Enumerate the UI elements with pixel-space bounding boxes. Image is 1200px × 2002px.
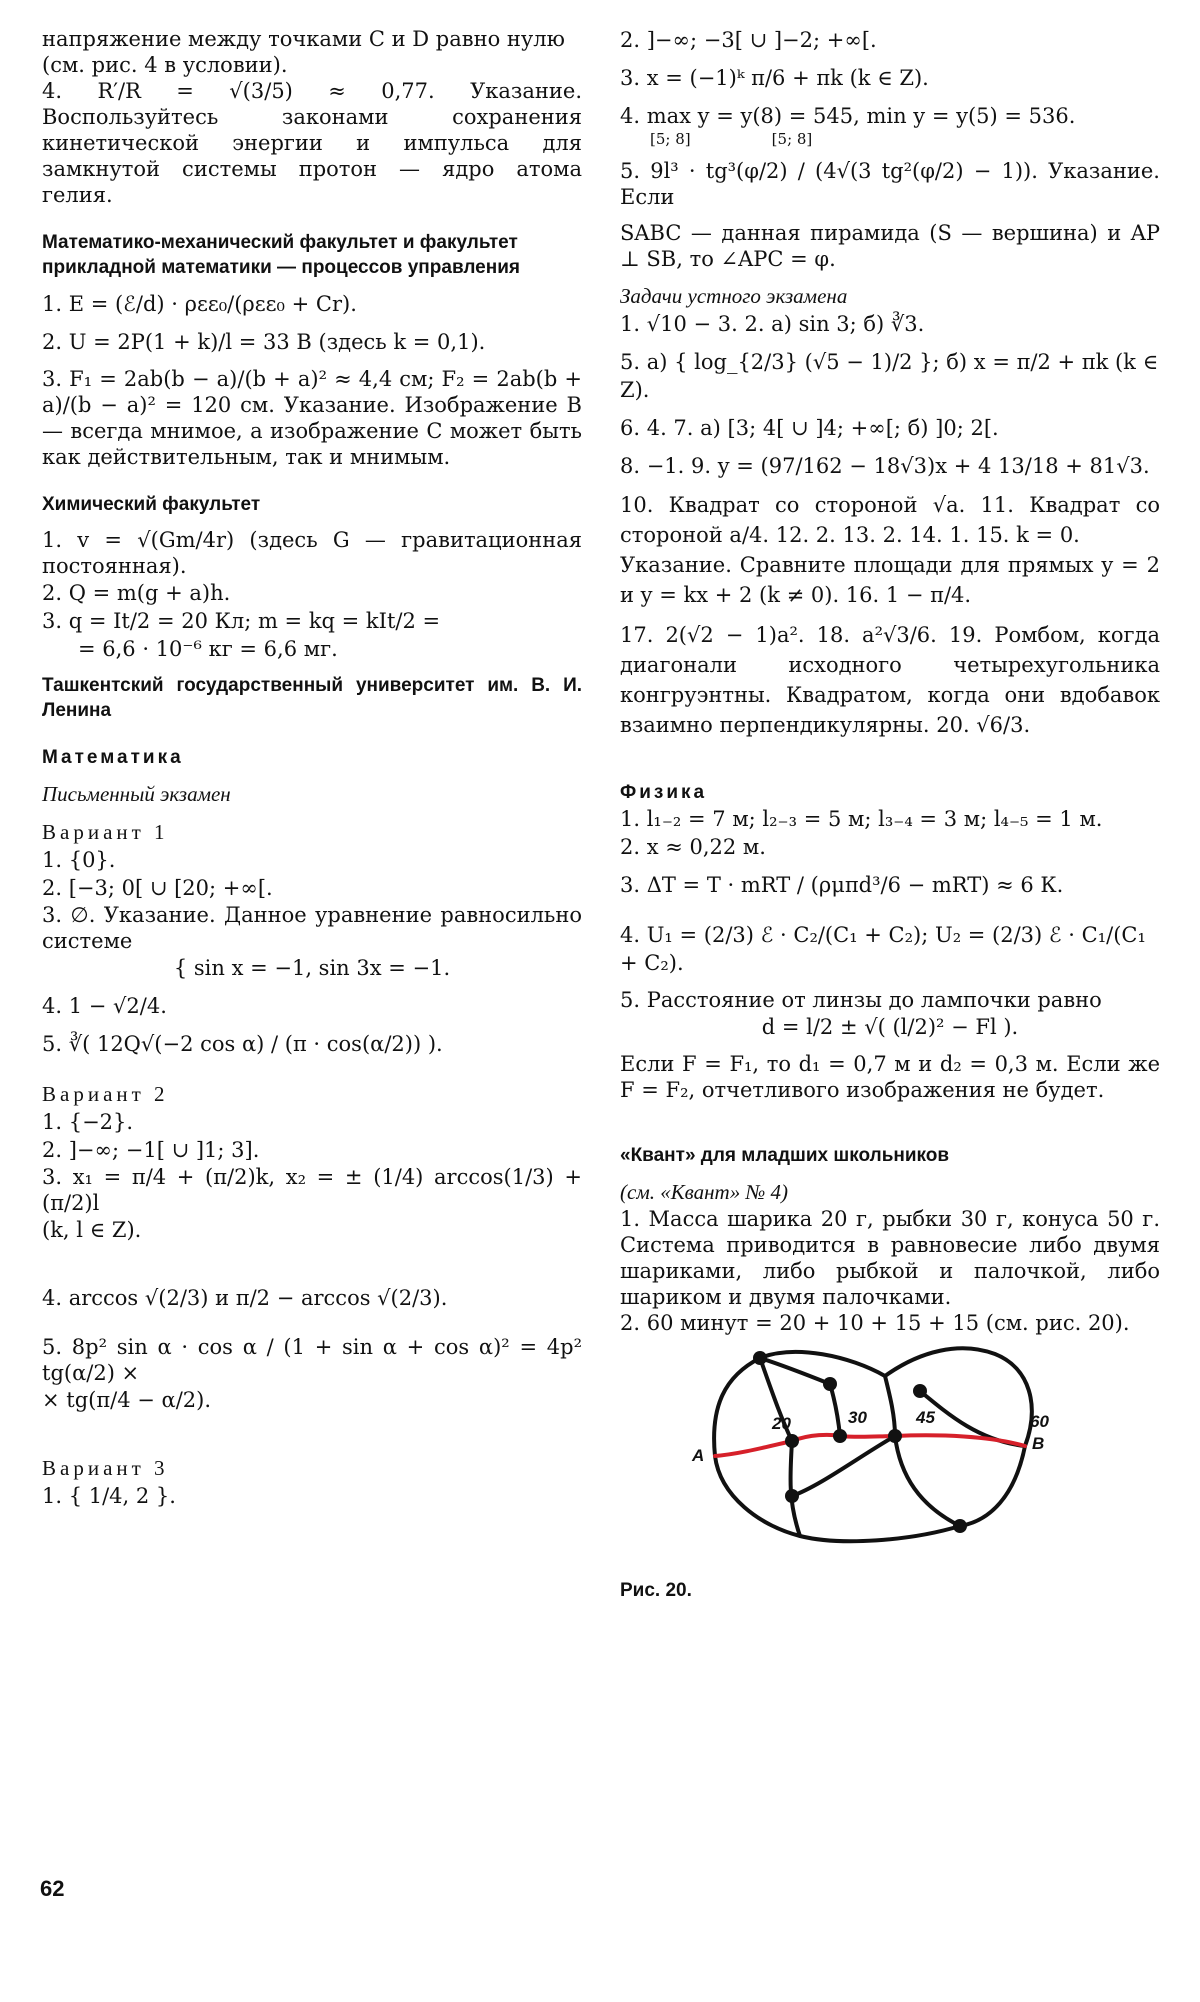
right-answer-4-sub: [5; 8] [5; 8] [650, 130, 813, 148]
label-B: B [1032, 1434, 1045, 1453]
chem-answer-2: 2. Q = m(g + a)h. [42, 581, 231, 605]
phys-answer-3: 3. ΔT = T · mRT / (ρμπd³/6 − mRT) ≈ 6 К. [620, 873, 1064, 897]
oral-answer-8-9: 8. −1. 9. y = (97/162 − 18√3)x + 4 13/18 + 81√3. [620, 454, 1150, 478]
v2-answer-5b: × tg(π/4 − α/2). [42, 1388, 212, 1412]
node [785, 1489, 799, 1503]
figure-20 [620, 1346, 1160, 1576]
phys-answer-5-formula: d = l/2 ± √( (l/2)² − Fl ). [761, 1015, 1019, 1039]
phys-answer-1: 1. l₁₋₂ = 7 м; l₂₋₃ = 5 м; l₃₋₄ = 3 м; l₄₋₅ = 1 м. [620, 807, 1103, 831]
node [913, 1384, 927, 1398]
graph-nodes [753, 1351, 967, 1533]
oral-answer-17-20: 17. 2(√2 − 1)a². 18. a²√3/6. 19. Ромбом, когда диагонали исходного четырехугольника конгруэнтны. Квадратом, когда они вдобавок взаимно перпендикулярны. 20. √6/3. [620, 623, 1160, 737]
v1-answer-2: 2. [−3; 0[ ∪ [20; +∞[. [42, 876, 273, 900]
v2-answer-4: 4. arccos √(2/3) и π/2 − arccos √(2/3). [42, 1286, 448, 1310]
label-A: A [692, 1446, 705, 1465]
oral-answer-10-15: 10. Квадрат со стороной √a. 11. Квадрат со стороной a/4. 12. 2. 13. 2. 14. 1. 15. k = 0. [620, 493, 1160, 547]
oral-answer-hint-16: Указание. Сравните площади для прямых y = 2 и y = kx + 2 (k ≠ 0). 16. 1 − π/4. [620, 553, 1160, 607]
label-45: 45 [916, 1408, 935, 1427]
variant-3-title: Вариант 3 [42, 1456, 169, 1480]
right-answer-4: 4. max y = y(8) = 545, min y = y(5) = 536. [620, 104, 1076, 128]
label-60: 60 [1030, 1412, 1049, 1431]
kvant-title: «Квант» для младших школьников [620, 1145, 950, 1166]
v2-answer-5a: 5. 8p² sin α · cos α / (1 + sin α + cos α)² = 4p² tg(α/2) × [42, 1335, 582, 1385]
mechmath-answer-1: 1. E = (ℰ/d) · ρεε₀/(ρεε₀ + Cr). [42, 292, 357, 316]
kvant-answer-1: 1. Масса шарика 20 г, рыбки 30 г, конуса 50 г. Система приводится в равновесие либо двумя шариками, либо рыбкой и палочкой, либо шариком и двумя палочками. [620, 1207, 1160, 1309]
v2-answer-2: 2. ]−∞; −1[ ∪ ]1; 3]. [42, 1138, 260, 1162]
node [753, 1351, 767, 1365]
phys-answer-5: 5. Расстояние от линзы до лампочки равно [620, 988, 1102, 1012]
right-answer-5: 5. 9l³ · tg³(φ/2) / (4√(3 tg²(φ/2) − 1)). Указание. Если [620, 159, 1160, 209]
phys-answer-5-note: Если F = F₁, то d₁ = 0,7 м и d₂ = 0,3 м. Если же F = F₂, отчетливого изображения не будет. [620, 1052, 1160, 1102]
intro-line-2: (см. рис. 4 в условии). [42, 53, 288, 77]
variant-1-title: Вариант 1 [42, 820, 169, 844]
chem-answer-1: 1. v = √(Gm/4r) (здесь G — гравитационная постоянная). [42, 528, 582, 578]
v1-answer-1: 1. {0}. [42, 848, 116, 872]
oral-answer-5: 5. а) { log_{2/3} (√5 − 1)/2 }; б) x = π/2 + πk (k ∈ Z). [620, 350, 1159, 402]
v1-answer-4: 4. 1 − √2/4. [42, 994, 167, 1018]
page-number: 62 [40, 1876, 65, 1901]
phys-answer-4: 4. U₁ = (2/3) ℰ · C₂/(C₁ + C₂); U₂ = (2/3) ℰ · C₁/(C₁ + C₂). [620, 923, 1146, 975]
outer-boundary [714, 1348, 1032, 1541]
edge-inner-3 [885, 1376, 895, 1436]
written-exam-title: Письменный экзамен [42, 782, 231, 806]
chem-answer-3a: 3. q = It/2 = 20 Кл; m = kq = kIt/2 = [42, 609, 441, 633]
phys-answer-2: 2. x ≈ 0,22 м. [620, 835, 766, 859]
oral-exam-title: Задачи устного экзамена [620, 284, 848, 308]
right-column [620, 26, 1160, 1602]
right-answer-2: 2. ]−∞; −3[ ∪ ]−2; +∞[. [620, 28, 877, 52]
university-title: Ташкентский государственный университет им. В. И. Ленина [42, 675, 582, 721]
oral-answer-6-7: 6. 4. 7. а) [3; 4[ ∪ ]4; +∞[; б) ]0; 2[. [620, 416, 999, 440]
figure-caption: Рис. 20. [620, 1580, 692, 1601]
right-answer-3: 3. x = (−1)ᵏ π/6 + πk (k ∈ Z). [620, 66, 929, 90]
left-column [42, 26, 582, 1510]
edge-inner-6 [792, 1436, 895, 1496]
intro-line-1: напряжение между точками C и D равно нулю [42, 27, 565, 51]
node [833, 1429, 847, 1443]
v1-answer-3: 3. ∅. Указание. Данное уравнение равносильно системе [42, 903, 582, 953]
v2-answer-1: 1. {−2}. [42, 1110, 134, 1134]
v2-answer-3: 3. x₁ = π/4 + (π/2)k, x₂ = ± (1/4) arccos(1/3) + (π/2)l [42, 1165, 582, 1215]
math-title: Математика [42, 747, 184, 768]
mechmath-answer-3: 3. F₁ = 2ab(b − a)/(b + a)² ≈ 4,4 см; F₂ = 2ab(b + a)/(b − a)² = 120 см. Указание. Изображение B — всегда мнимое, а изображение C может быть как действительным, так и мнимым. [42, 367, 582, 469]
node [953, 1519, 967, 1533]
edge-inner-5 [895, 1436, 960, 1526]
chem-answer-3b: = 6,6 · 10⁻⁶ кг = 6,6 мг. [78, 637, 338, 661]
v2-answer-3-cond: (k, l ∈ Z). [42, 1218, 142, 1242]
section-mechmath-title: Математико-механический факультет и факультет прикладной математики — процессов управления [42, 232, 520, 278]
label-20: 20 [772, 1414, 791, 1433]
right-answer-5-hint: SABC — данная пирамида (S — вершина) и AP ⊥ SB, то ∠APC = φ. [620, 221, 1160, 271]
edge-inner-2 [830, 1384, 840, 1436]
v1-system: { sin x = −1, sin 3x = −1. [173, 956, 451, 980]
edge-inner-4 [790, 1441, 800, 1536]
intro-answer-4: 4. R′/R = √(3/5) ≈ 0,77. Указание. Воспользуйтесь законами сохранения кинетической энергии и импульса для замкнутой системы протон — ядро атома гелия. [42, 79, 582, 207]
node [823, 1377, 837, 1391]
section-chemistry-title: Химический факультет [42, 494, 261, 515]
kvant-subtitle: (см. «Квант» № 4) [620, 1180, 789, 1204]
v1-answer-5: 5. ∛( 12Q√(−2 cos α) / (π · cos(α/2)) ). [42, 1032, 443, 1056]
node [785, 1434, 799, 1448]
kvant-answer-2: 2. 60 минут = 20 + 10 + 15 + 15 (см. рис. 20). [620, 1311, 1130, 1335]
variant-2-title: Вариант 2 [42, 1082, 169, 1106]
edge-upper-left [760, 1358, 830, 1384]
v3-answer-1: 1. { 1/4, 2 }. [42, 1484, 176, 1508]
mechmath-answer-2: 2. U = 2P(1 + k)/l = 33 В (здесь k = 0,1). [42, 330, 486, 354]
oral-answer-1-2: 1. √10 − 3. 2. а) sin 3; б) ∛3. [620, 312, 925, 336]
node [888, 1429, 902, 1443]
physics-title: Физика [620, 782, 708, 803]
label-30: 30 [848, 1408, 867, 1427]
